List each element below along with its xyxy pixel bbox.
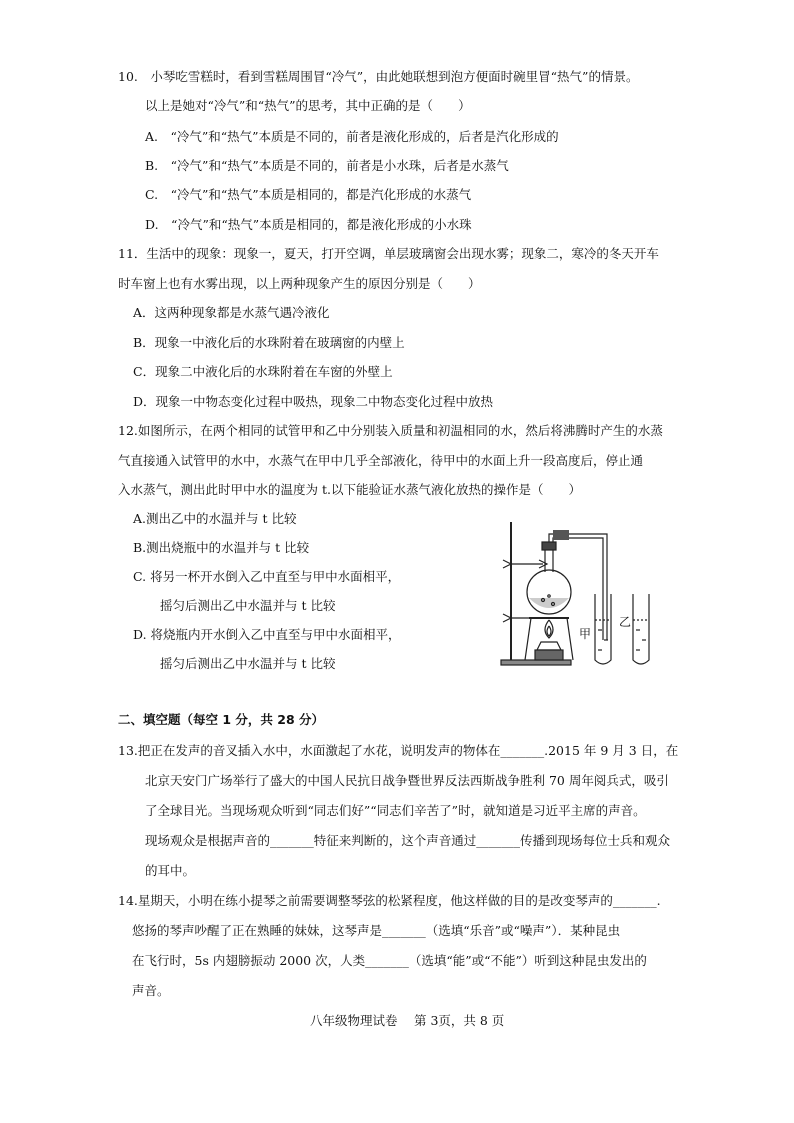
q12-option-c-line-2: 摇匀后测出乙中水温并与 t 比较 [160,598,336,613]
q10-stem-line-2: 以上是她对“冷气”和“热气”的思考，其中正确的是（ ） [145,98,471,113]
q12-stem-line-1: 12.如图所示，在两个相同的试管甲和乙中分别装入质量和初温相同的水，然后将沸腾时产生的水蒸 [118,423,663,438]
q11-stem-line-1: 11．生活中的现象：现象一，夏天，打开空调，单层玻璃窗会出现水雾；现象二，寒冷的冬天开车 [118,246,659,261]
q13-line-4: 现场观众是根据声音的_______特征来判断的，这个声音通过_______传播到现场每位士兵和观众 [145,833,671,848]
q14-line-4: 声音。 [132,983,170,998]
q10-option-b: B. “冷气”和“热气”本质是不同的，前者是小水珠，后者是水蒸气 [145,158,509,173]
q13-line-3: 了全球目光。当现场观众听到“同志们好”“同志们辛苦了”时，就知道是习近平主席的声音。 [145,803,646,818]
q10-option-d: D. “冷气”和“热气”本质是相同的，都是液化形成的小水珠 [145,217,472,232]
q10-option-c: C. “冷气”和“热气”本质是相同的，都是汽化形成的水蒸气 [145,187,472,202]
q11-option-c: C．现象二中液化后的水珠附着在车窗的外壁上 [133,364,393,379]
q12-option-c-line-1: C. 将另一杯开水倒入乙中直至与甲中水面相平， [133,569,401,584]
q14-line-2: 悠扬的琴声吵醒了正在熟睡的妹妹，这琴声是_______（选填“乐音”或“噪声”）．某种昆虫 [132,923,621,938]
label-jia: 甲 [579,627,592,641]
q14-line-3: 在飞行时，5s 内翅膀振动 2000 次，人类_______（选填“能”或“不能”）听到这种昆虫发出的 [132,953,647,968]
q12-stem-line-2: 气直接通入试管甲的水中，水蒸气在甲中几乎全部液化，待甲中的水面上升一段高度后，停止通 [118,453,644,468]
q12-option-a: A.测出乙中的水温并与 t 比较 [133,511,297,526]
label-yi: 乙 [619,615,632,629]
q12-option-d-line-2: 摇匀后测出乙中水温并与 t 比较 [160,656,336,671]
q12-option-d-line-1: D. 将烧瓶内开水倒入乙中直至与甲中水面相平， [133,627,401,642]
q11-option-b: B．现象一中液化后的水珠附着在玻璃窗的内壁上 [133,335,405,350]
q10-stem-line-1: 10. 小琴吃雪糕时，看到雪糕周围冒“冷气”，由此她联想到泡方便面时碗里冒“热气”的情景。 [118,69,639,84]
page-footer: 八年级物理试卷 第 3页，共 8 页 [310,1013,505,1028]
q13-line-5: 的耳中。 [145,863,196,878]
q10-option-a: A. “冷气”和“热气”本质是不同的，前者是液化形成的，后者是汽化形成的 [145,129,559,144]
steam-apparatus-figure [495,520,670,675]
q11-option-a: A．这两种现象都是水蒸气遇冷液化 [133,305,330,320]
q13-line-2: 北京天安门广场举行了盛大的中国人民抗日战争暨世界反法西斯战争胜利 70 周年阅兵式，吸引 [145,773,669,788]
q11-option-d: D．现象一中物态变化过程中吸热，现象二中物态变化过程中放热 [133,394,494,409]
q13-line-1: 13.把正在发声的音叉插入水中，水面激起了水花，说明发声的物体在_______.2015 年 9 月 3 日，在 [118,743,679,758]
q14-line-1: 14.星期天，小明在练小提琴之前需要调整琴弦的松紧程度，他这样做的目的是改变琴声的_______. [118,893,661,908]
q11-stem-line-2: 时车窗上也有水雾出现，以上两种现象产生的原因分别是（ ） [118,276,481,291]
section-2-heading: 二、填空题（每空 1 分，共 28 分） [118,712,325,727]
q12-stem-line-3: 入水蒸气，测出此时甲中水的温度为 t.以下能验证水蒸气液化放热的操作是（ ） [118,482,581,497]
q12-option-b: B.测出烧瓶中的水温并与 t 比较 [133,540,310,555]
